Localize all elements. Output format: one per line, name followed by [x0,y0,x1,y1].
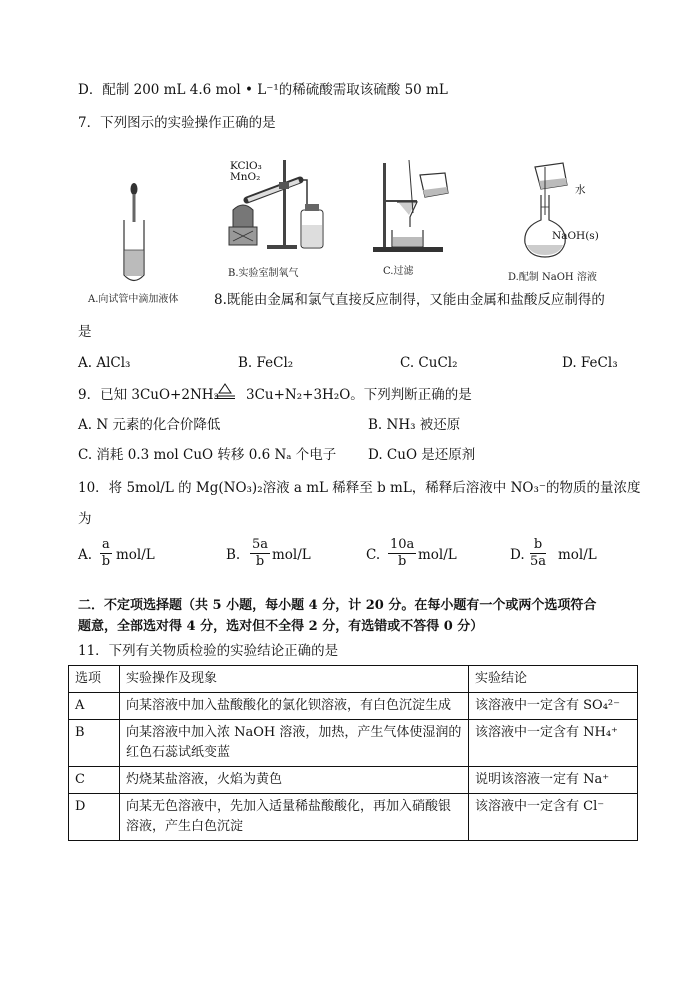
heat-triangle-icon [214,383,236,399]
caption-a: A.向试管中滴加液体 [88,294,179,305]
q8-option-b: B. FeCl₂ [238,355,294,371]
q10-option-c-fraction [388,537,416,570]
header-option: 选项 [69,666,120,693]
q10-option-d-fraction [530,537,546,570]
fraction-denominator: b [101,554,111,569]
q10-stem-line1: 10．将 5mol/L 的 Mg(NO₃)₂溶液 a mL 稀释至 b mL，稀释后溶液中 NO₃⁻的物质的量浓度 [78,480,641,496]
q10-option-a-fraction [100,537,112,570]
figure-a-dropper [110,180,160,290]
q9-stem-pre: 9．已知 3CuO+2NH₃ [78,387,219,403]
table-row [69,794,638,841]
fraction-denominator: 5a [530,554,547,569]
label-water: 水 [575,184,586,196]
row-option: B [69,720,120,767]
section2-instructions-line2: 题意，全部选对得 4 分，选对但不全得 2 分，有选错或不答得 0 分） [78,619,484,634]
table-row [69,693,638,720]
fraction-numerator: a [102,537,110,552]
q10-option-d-letter: D. [510,547,525,563]
q11-stem: 11．下列有关物质检验的实验结论正确的是 [78,643,339,659]
figure-d-volumetric-flask [515,155,585,265]
q7-stem: 7．下列图示的实验操作正确的是 [78,115,276,131]
row-operation: 向某溶液中加入浓 NaOH 溶液，加热，产生气体使湿润的红色石蕊试纸变蓝 [120,720,469,767]
q11-table [68,665,638,841]
q10-option-c-letter: C. [366,547,381,563]
q9-option-d: D. CuO 是还原剂 [368,447,476,463]
caption-b: B.实验室制氧气 [228,268,299,279]
table-row [69,720,638,767]
q8-option-a: A. AlCl₃ [78,355,131,371]
q8-option-d: D. FeCl₃ [562,355,618,371]
q8-stem-line2: 是 [78,324,92,340]
header-conclusion: 实验结论 [469,666,638,693]
q10-option-d-unit: mol/L [558,547,597,563]
row-conclusion: 说明该溶液一定有 Na⁺ [469,767,638,794]
q10-stem-line2: 为 [78,511,92,527]
q10-option-b-unit: mol/L [272,547,311,563]
q8-stem-line1: 8.既能由金属和氯气直接反应制得，又能由金属和盐酸反应制得的 [214,292,605,308]
q10-option-a-letter: A. [78,547,93,563]
row-option: A [69,693,120,720]
q9-option-b: B. NH₃ 被还原 [368,417,461,433]
q10-option-a-unit: mol/L [116,547,155,563]
q9-stem-post: 3Cu+N₂+3H₂O。下列判断正确的是 [246,387,472,403]
q6-option-d: D．配制 200 mL 4.6 mol • L⁻¹的稀硫酸需取该硫酸 50 mL [78,82,448,98]
caption-d: D.配制 NaOH 溶液 [508,272,597,283]
section2-instructions-line1: 二．不定项选择题（共 5 小题，每小题 4 分，计 20 分。在每小题有一个或两个选项符合 [78,598,597,613]
row-operation: 灼烧某盐溶液，火焰为黄色 [120,767,469,794]
q9-option-a: A. N 元素的化合价降低 [78,417,221,433]
caption-c: C.过滤 [383,266,414,277]
table-header-row [69,666,638,693]
row-conclusion: 该溶液中一定含有 NH₄⁺ [469,720,638,767]
q9-option-c: C. 消耗 0.3 mol CuO 转移 0.6 Nₐ 个电子 [78,447,337,463]
row-conclusion: 该溶液中一定含有 SO₄²⁻ [469,693,638,720]
row-operation: 向某无色溶液中，先加入适量稀盐酸酸化，再加入硝酸银溶液，产生白色沉淀 [120,794,469,841]
q10-option-b-fraction [250,537,270,570]
fraction-denominator: b [397,554,407,569]
label-naoh: NaOH(s) [552,230,599,242]
fraction-numerator: b [530,537,546,554]
header-operation: 实验操作及现象 [120,666,469,693]
label-mno2: MnO₂ [230,171,261,183]
table-row [69,767,638,794]
row-conclusion: 该溶液中一定含有 Cl⁻ [469,794,638,841]
fraction-numerator: 5a [252,537,269,552]
row-option: D [69,794,120,841]
row-option: C [69,767,120,794]
fraction-denominator: b [255,554,265,569]
fraction-numerator: 10a [390,537,415,552]
q10-option-b-letter: B. [226,547,241,563]
q8-option-c: C. CuCl₂ [400,355,458,371]
row-operation: 向某溶液中加入盐酸酸化的氯化钡溶液，有白色沉淀生成 [120,693,469,720]
figure-b-oxygen-apparatus [225,155,330,255]
label-kclo3: KClO₃ [230,160,262,172]
figure-c-filtration [365,155,455,260]
q10-option-c-unit: mol/L [418,547,457,563]
